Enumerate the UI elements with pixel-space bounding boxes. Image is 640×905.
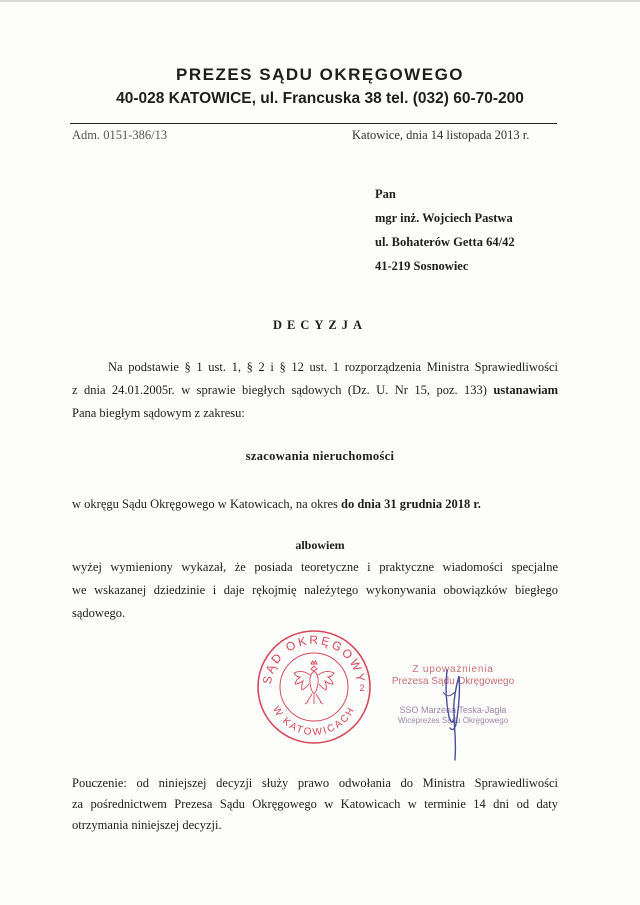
appointment-verb: ustanawiam bbox=[493, 383, 558, 397]
recipient-name: mgr inż. Wojciech Pastwa bbox=[375, 211, 513, 225]
handwritten-signature bbox=[425, 662, 475, 762]
paragraph-line: Pana biegłym sądowym z zakresu: bbox=[72, 406, 245, 420]
court-president-heading: PREZES SĄDU OKRĘGOWEGO bbox=[175, 65, 465, 84]
judge-name: SSO Marzena Teska-Jagła bbox=[399, 705, 507, 715]
justification-heading: albowiem bbox=[295, 538, 345, 552]
court-address: 40-028 KATOWICE, ul. Francuska 38 tel. (032) 60-70-200 bbox=[116, 90, 524, 107]
court-seal-stamp bbox=[255, 628, 373, 746]
stamp-outer-ring bbox=[258, 631, 370, 743]
appeal-notice bbox=[72, 773, 558, 836]
stamp-top-text: SĄD OKRĘGOWY bbox=[259, 632, 369, 686]
notice-line: Pouczenie: od niniejszej decyzji służy prawo odwołania do Ministra Sprawiedliwości bbox=[72, 776, 558, 790]
header-divider bbox=[70, 123, 557, 124]
paragraph-line: we wskazanej dziedzinie i daje rękojmię należytego wykonywania obowiązków biegłego bbox=[72, 583, 558, 597]
paragraph-line: wyżej wymieniony wykazał, że posiada teoretyczne i praktyczne wiadomości specjalne bbox=[72, 560, 558, 574]
place-and-date: Katowice, dnia 14 listopada 2013 r. bbox=[352, 128, 530, 142]
paragraph-line: Na podstawie § 1 ust. 1, § 2 i § 12 ust. 1 rozporządzenia Ministra Sprawiedliwości bbox=[108, 360, 558, 374]
judge-title: Wiceprezes Sądu Okręgowego bbox=[397, 716, 509, 725]
term-paragraph bbox=[72, 493, 558, 516]
reference-number: Adm. 0151-386/13 bbox=[72, 128, 168, 142]
authorization-line: Z upoważnienia bbox=[412, 664, 494, 675]
notice-line: za pośrednictwem Prezesa Sądu Okręgowego w Katowicach w terminie 14 dni od daty bbox=[72, 797, 558, 811]
eagle-emblem-icon bbox=[294, 661, 334, 704]
term-end-date: do dnia 31 grudnia 2018 r. bbox=[341, 497, 481, 511]
expertise-scope: szacowania nieruchomości bbox=[245, 449, 395, 463]
justification-paragraph bbox=[72, 556, 558, 625]
stamp-bottom-text: W KATOWICACH bbox=[270, 704, 358, 739]
stamp-side-mark: 2 bbox=[359, 683, 365, 693]
authorization-line: Prezesa Sądu Okręgowego bbox=[391, 676, 515, 687]
recipient-street: ul. Bohaterów Getta 64/42 bbox=[375, 235, 515, 249]
notice-line: otrzymania niniejszej decyzji. bbox=[72, 818, 222, 832]
scan-edge bbox=[0, 0, 640, 2]
recipient-block bbox=[375, 182, 515, 278]
paragraph-line bbox=[72, 379, 558, 402]
legal-basis-paragraph bbox=[72, 356, 558, 425]
paragraph-text: z dnia 24.01.2005r. w sprawie biegłych sądowych (Dz. U. Nr 15, poz. 133) bbox=[72, 383, 494, 397]
recipient-city: 41-219 Sosnowiec bbox=[375, 259, 469, 273]
recipient-salutation: Pan bbox=[375, 187, 396, 201]
paragraph-text: w okręgu Sądu Okręgowego w Katowicach, na okres bbox=[72, 497, 342, 511]
paragraph-line: sądowego. bbox=[72, 606, 126, 620]
decision-title: DECYZJA bbox=[272, 318, 368, 332]
paragraph-line bbox=[72, 493, 558, 516]
